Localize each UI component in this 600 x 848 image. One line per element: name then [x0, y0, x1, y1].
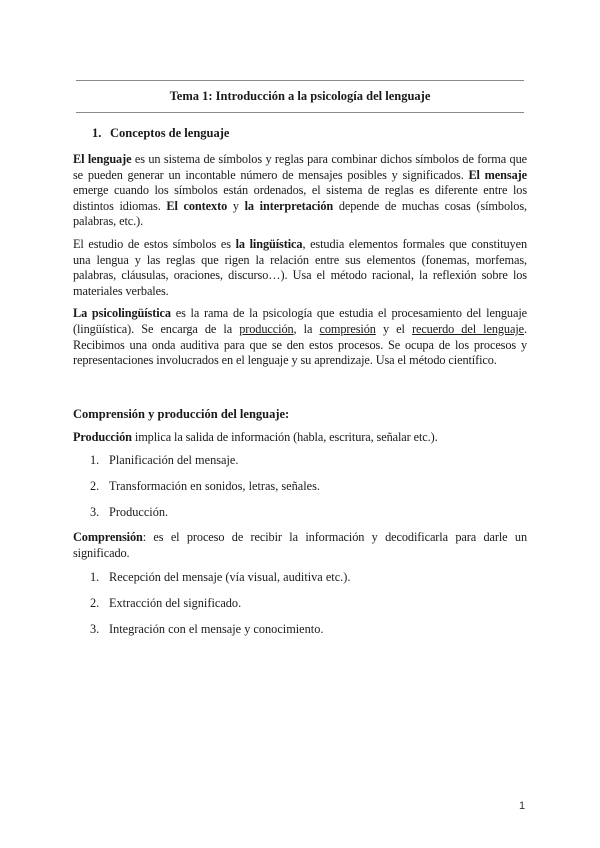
- list-number: 2.: [90, 479, 100, 494]
- page-number: 1: [519, 800, 526, 812]
- term-comprension: Comprensión: [73, 530, 143, 545]
- paragraph-text: El estudio de estos símbolos es: [73, 236, 236, 251]
- list-item: [73, 621, 527, 637]
- produccion-steps-list: [73, 452, 527, 520]
- paragraph-linguistica: [73, 237, 527, 299]
- title-bottom-rule: [76, 112, 524, 113]
- comprension-steps-list: [73, 569, 527, 637]
- list-number: 1.: [90, 569, 100, 584]
- term-lenguaje: El lenguaje: [73, 152, 132, 166]
- paragraph-produccion: [73, 430, 527, 446]
- paragraph-text: . Recibimos una onda auditiva para que se den estos procesos. Se ocupa de los procesos y representaciones involucrados en el lenguaje y su aprendizaje. Usa el método científico.: [73, 321, 527, 368]
- document-title: Tema 1: Introducción a la psicología del lenguaje: [169, 89, 431, 103]
- list-item: [73, 504, 527, 520]
- list-text: Producción.: [109, 505, 169, 520]
- paragraph-psicolinguistica: [73, 306, 527, 368]
- underlined-produccion: producción: [239, 321, 294, 336]
- paragraph-text: depende de muchas cosas (símbolos, palabras, etc.).: [73, 198, 528, 229]
- paragraph-text: y el: [375, 321, 412, 336]
- document-body: [73, 124, 527, 647]
- section-title: Conceptos de lenguaje: [110, 126, 230, 140]
- list-number: 3.: [90, 505, 100, 520]
- term-contexto: El contexto: [166, 198, 228, 213]
- paragraph-text: y: [227, 198, 245, 213]
- list-number: 2.: [90, 595, 100, 610]
- underlined-compresion: compresión: [319, 321, 376, 336]
- paragraph-text: emerge cuando los símbolos están ordenados, el sistema de reglas es diferente entre los distintos idiomas.: [73, 183, 527, 213]
- paragraph-text: es la rama de la psicología que estudia el procesamiento del lenguaje (lingüística). Se encarga de la: [73, 306, 527, 336]
- underlined-recuerdo: recuerdo del lenguaje: [411, 321, 525, 336]
- term-interpretacion: la interpretación: [244, 198, 334, 213]
- subheading-comprension-produccion: Comprensión y producción del lenguaje:: [73, 406, 290, 421]
- list-item: [73, 569, 527, 585]
- paragraph-lenguaje: [73, 152, 527, 230]
- list-text: Transformación en sonidos, letras, señales.: [109, 479, 320, 494]
- term-psicolinguistica: La psicolingüística: [73, 306, 171, 321]
- list-text: Extracción del significado.: [109, 595, 242, 610]
- list-number: 3.: [90, 621, 100, 636]
- list-number: 1.: [90, 453, 100, 468]
- document-page: [73, 0, 527, 848]
- paragraph-comprension: [73, 530, 527, 561]
- section-number: 1.: [92, 126, 102, 140]
- paragraph-text: , la: [293, 321, 320, 336]
- title-top-rule: [76, 80, 524, 81]
- paragraph-text: , estudia elementos formales que constituyen una lengua y las reglas que rigen la relación entre sus elementos (fonemas, morfemas, palabras, cláusulas, oraciones, discurso…). Usa el método racional, la reflexión sobre los materiales verbales.: [73, 236, 527, 298]
- term-mensaje: El mensaje: [468, 167, 527, 182]
- paragraph-text: : es el proceso de recibir la información y decodificarla para darle un significado.: [73, 530, 527, 560]
- paragraph-text: implica la salida de información (habla, escritura, señalar etc.).: [131, 429, 438, 444]
- term-linguistica: la lingüística: [235, 236, 303, 251]
- term-produccion: Producción: [73, 429, 132, 444]
- list-text: Planificación del mensaje.: [109, 453, 239, 468]
- list-item: [73, 452, 527, 468]
- list-item: [73, 478, 527, 494]
- section-heading-conceptos: [92, 124, 527, 142]
- list-text: Recepción del mensaje (vía visual, auditiva etc.).: [109, 569, 351, 584]
- paragraph-text: es un sistema de símbolos y reglas para combinar dichos símbolos de forma que se pueden generar un incontable número de mensajes posibles y significados.: [73, 152, 527, 182]
- list-item: [73, 595, 527, 611]
- list-text: Integración con el mensaje y conocimiento.: [109, 621, 324, 636]
